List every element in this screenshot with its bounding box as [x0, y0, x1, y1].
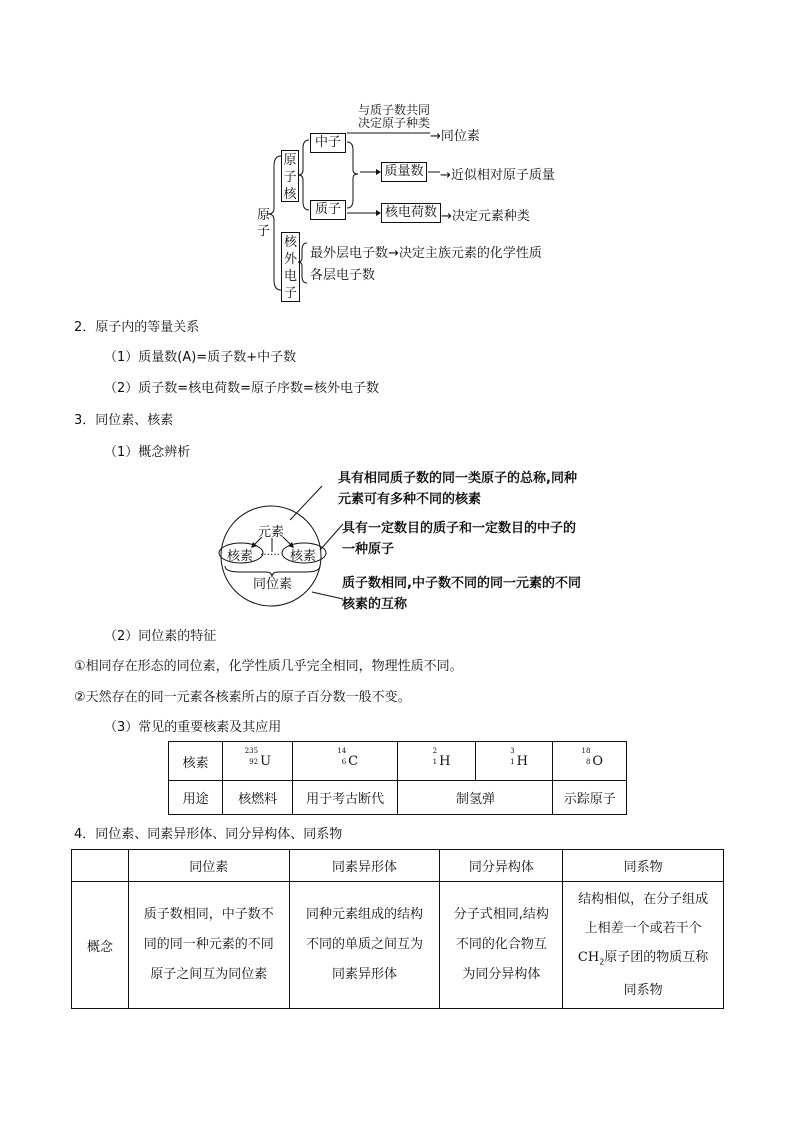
def-nuclide-2: 一种原子	[342, 542, 395, 557]
nuclear-charge-note: →决定元素种类	[441, 209, 530, 224]
nuclide-row-label: 核素	[169, 742, 223, 781]
comparison-table	[71, 849, 724, 1009]
section3-sub2: （2）同位素的特征	[104, 629, 217, 644]
concept-isomer: 分子式相同,结构 不同的化合物互 为同分异构体	[440, 882, 563, 1009]
header-empty	[72, 850, 129, 882]
def-element-1: 具有相同质子数的同一类原子的总称,同种	[338, 471, 577, 486]
nuclide-h3: 3 1 H	[475, 742, 553, 781]
neutron-note-1: 与质子数共同	[358, 103, 431, 117]
nucleus-box: 原子核	[281, 150, 299, 202]
concept-row-label: 概念	[72, 882, 129, 1009]
table-row	[169, 781, 627, 815]
element-label: 元素	[258, 525, 285, 540]
header-isomer: 同分异构体	[440, 850, 563, 882]
concept-isotope: 质子数相同，中子数不 同的同一种元素的不同 原子之间互为同位素	[128, 882, 289, 1009]
outer-electrons-text: 最外层电子数→决定主族元素的化学性质	[310, 246, 542, 261]
use-u235: 核燃料	[223, 781, 292, 815]
nuclide-dots: ……	[260, 547, 280, 558]
feature2: ②天然存在的同一元素各核素所占的原子百分数一般不变。	[74, 690, 411, 705]
table-row	[72, 882, 724, 1009]
section3-sub3: （3）常见的重要核素及其应用	[104, 720, 282, 735]
concept-homolog: 结构相似，在分子组成 上相差一个或若干个 $CH_2$原子团的物质互称 同系物	[563, 882, 724, 1009]
section3-sub1: （1）概念辨析	[104, 445, 191, 460]
concept-allotrope: 同种元素组成的结构 不同的单质之间互为 同素异形体	[289, 882, 440, 1009]
isotope-label: 同位素	[253, 577, 293, 592]
use-row-label: 用途	[169, 781, 223, 815]
nuclide-o18: 18 8 O	[553, 742, 627, 781]
neutron-box: 中子	[310, 133, 346, 153]
section4-heading: 4．同位素、同素异形体、同分异构体、同系物	[74, 827, 343, 842]
def-isotope-2: 核素的互称	[342, 597, 408, 612]
proton-box: 质子	[310, 200, 346, 220]
use-o18: 示踪原子	[553, 781, 627, 815]
mass-number-note: →近似相对原子质量	[440, 168, 555, 183]
nuclide-table	[168, 741, 627, 815]
layer-electrons-text: 各层电子数	[310, 268, 376, 283]
def-isotope-1: 质子数相同,中子数不同的同一元素的不同	[342, 576, 581, 591]
atom-label: 原子	[257, 208, 271, 239]
nuclide-h2: 2 1 H	[398, 742, 476, 781]
use-c14: 用于考古断代	[292, 781, 398, 815]
section3-heading: 3．同位素、核素	[74, 413, 174, 428]
feature1: ①相同存在形态的同位素，化学性质几乎完全相同，物理性质不同。	[74, 659, 463, 674]
section2-item1: （1）质量数(A)=质子数+中子数	[104, 350, 297, 365]
neutron-note-2: 决定原子种类	[358, 116, 431, 130]
nuclide-left-label: 核素	[227, 549, 254, 564]
section2-heading: 2．原子内的等量关系	[74, 320, 200, 335]
section2-item2: （2）质子数=核电荷数=原子序数=核外电子数	[104, 381, 379, 396]
def-nuclide-1: 具有一定数目的质子和一定数目的中子的	[342, 521, 577, 536]
header-isotope: 同位素	[128, 850, 289, 882]
def-element-2: 元素可有多种不同的核素	[338, 492, 482, 507]
header-homolog: 同系物	[563, 850, 724, 882]
table-row	[169, 742, 627, 781]
table-row	[72, 850, 724, 882]
mass-number-box: 质量数	[381, 162, 427, 182]
nuclide-u235: 235 92 U	[223, 742, 292, 781]
nuclide-right-label: 核素	[290, 549, 317, 564]
isotope-text: →同位素	[430, 129, 480, 144]
electrons-box: 核外电子	[281, 232, 300, 302]
nuclide-c14: 14 6 C	[292, 742, 398, 781]
header-allotrope: 同素异形体	[289, 850, 440, 882]
use-hydrogen: 制氢弹	[398, 781, 553, 815]
nuclear-charge-box: 核电荷数	[381, 203, 441, 223]
